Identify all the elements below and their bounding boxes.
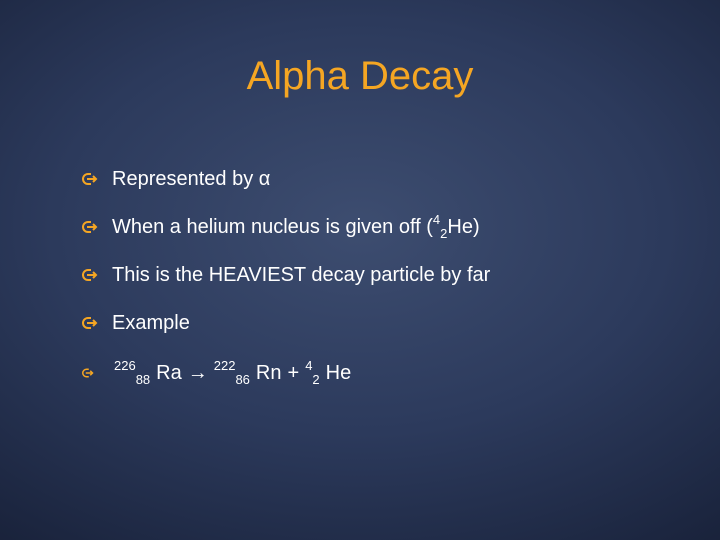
curved-arrow-icon <box>82 367 114 379</box>
curved-arrow-icon <box>82 267 112 283</box>
curved-arrow-icon <box>82 171 112 187</box>
bullet-text: Represented by α <box>112 167 271 190</box>
atomic-number: 2 <box>440 225 448 241</box>
alpha-atomic-number: 2 <box>312 371 320 387</box>
mass-number: 4 <box>432 211 441 227</box>
daughter-mass-number: 222 <box>213 357 236 373</box>
bullet-text: This is the HEAVIEST decay particle by far <box>112 263 491 286</box>
daughter-atomic-number: 86 <box>235 371 250 387</box>
bullet-item <box>82 213 480 241</box>
curved-arrow-icon <box>82 219 112 235</box>
bullet-item <box>82 261 490 289</box>
plus-sign: + <box>287 361 300 384</box>
parent-atomic-number: 88 <box>135 371 151 387</box>
element-symbol: He <box>447 215 473 238</box>
bullet-item <box>82 309 190 337</box>
parent-symbol: Ra <box>156 361 182 384</box>
daughter-symbol: Rn <box>255 361 282 384</box>
slide-title: Alpha Decay <box>246 54 474 98</box>
alpha-symbol: He <box>325 361 352 384</box>
bullet-text: When a helium nucleus is given off ( <box>112 215 433 238</box>
parent-mass-number: 226 <box>114 357 136 373</box>
curved-arrow-icon <box>82 315 112 331</box>
right-arrow-icon: → <box>187 361 208 384</box>
bullet-text-end: ) <box>472 215 480 238</box>
equation-line <box>82 359 351 387</box>
alpha-mass-number: 4 <box>305 357 313 373</box>
bullet-text: Example <box>112 311 190 334</box>
bullet-item <box>82 165 270 193</box>
